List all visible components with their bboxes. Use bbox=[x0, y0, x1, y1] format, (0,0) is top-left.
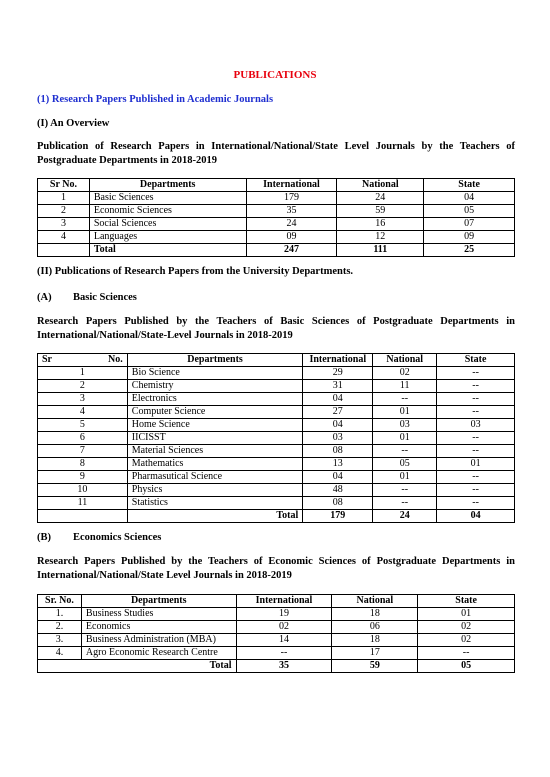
table-cell: 05 bbox=[424, 205, 515, 218]
table-cell: 7 bbox=[38, 445, 128, 458]
table-cell: 10 bbox=[38, 484, 128, 497]
column-header: National bbox=[337, 179, 424, 192]
column-header: National bbox=[373, 354, 437, 367]
table-cell: 11 bbox=[373, 380, 437, 393]
table-cell: 11 bbox=[38, 497, 128, 510]
column-header: No. bbox=[79, 354, 127, 367]
column-header: Departments bbox=[127, 354, 303, 367]
table-cell: 9 bbox=[38, 471, 128, 484]
table-cell: Total bbox=[38, 660, 237, 673]
economic-sciences-table bbox=[37, 594, 515, 673]
table-cell: -- bbox=[418, 647, 515, 660]
table-cell: 1. bbox=[38, 608, 82, 621]
table-total-row bbox=[38, 244, 515, 257]
table-cell: Chemistry bbox=[127, 380, 303, 393]
overview-description bbox=[37, 140, 515, 168]
economic-sciences-description-line2: International/National/State Level Journals in 2018-2019 bbox=[37, 570, 292, 581]
table-cell: Computer Science bbox=[127, 406, 303, 419]
table-cell: 01 bbox=[418, 608, 515, 621]
table-cell: 04 bbox=[424, 192, 515, 205]
section-a-title: Basic Sciences bbox=[73, 292, 137, 303]
table-cell: Electronics bbox=[127, 393, 303, 406]
table-row bbox=[38, 634, 515, 647]
table-header-row bbox=[38, 179, 515, 192]
table-cell bbox=[38, 244, 90, 257]
table-cell: -- bbox=[373, 445, 437, 458]
table-header-row bbox=[38, 354, 515, 367]
table-cell: 01 bbox=[373, 471, 437, 484]
table-cell: -- bbox=[437, 367, 515, 380]
table-cell: 08 bbox=[303, 445, 373, 458]
table-row bbox=[38, 647, 515, 660]
table-cell: 179 bbox=[246, 192, 337, 205]
table-cell: Economic Sciences bbox=[89, 205, 246, 218]
table-cell: 02 bbox=[373, 367, 437, 380]
table-row bbox=[38, 231, 515, 244]
page-title: PUBLICATIONS bbox=[233, 69, 317, 81]
table-row bbox=[38, 608, 515, 621]
table-cell: 24 bbox=[373, 510, 437, 523]
table-cell: -- bbox=[437, 432, 515, 445]
table-cell: Total bbox=[89, 244, 246, 257]
table-cell: 6 bbox=[38, 432, 128, 445]
table-cell: 4. bbox=[38, 647, 82, 660]
table-cell: 04 bbox=[303, 471, 373, 484]
table-cell: Business Studies bbox=[81, 608, 236, 621]
table-cell: 19 bbox=[236, 608, 332, 621]
table-row bbox=[38, 432, 515, 445]
table-cell: Material Sciences bbox=[127, 445, 303, 458]
overview-table bbox=[37, 178, 515, 257]
column-header: State bbox=[437, 354, 515, 367]
table-cell: 14 bbox=[236, 634, 332, 647]
table-cell: 3. bbox=[38, 634, 82, 647]
table-cell: -- bbox=[437, 484, 515, 497]
table-cell: 01 bbox=[373, 406, 437, 419]
table-row bbox=[38, 393, 515, 406]
overview-description-line1: Publication of Research Papers in International/National/State Level Journals by the Teachers of bbox=[37, 141, 515, 152]
table-cell: -- bbox=[437, 471, 515, 484]
table-cell: Basic Sciences bbox=[89, 192, 246, 205]
table-cell: Agro Economic Research Centre bbox=[81, 647, 236, 660]
table-cell: 247 bbox=[246, 244, 337, 257]
table-cell: 04 bbox=[303, 419, 373, 432]
table-cell: 1 bbox=[38, 192, 90, 205]
table-cell: Mathematics bbox=[127, 458, 303, 471]
basic-sciences-description bbox=[37, 315, 515, 343]
table-cell: 12 bbox=[337, 231, 424, 244]
economic-sciences-description-line1: Research Papers Published by the Teachers of Economic Sciences of Postgraduate Departments in bbox=[37, 556, 515, 567]
table-cell: 01 bbox=[373, 432, 437, 445]
table-cell: Total bbox=[127, 510, 303, 523]
table-cell: 04 bbox=[437, 510, 515, 523]
section-b-title: Economics Sciences bbox=[73, 532, 162, 543]
table-cell: -- bbox=[373, 497, 437, 510]
table-cell: 2 bbox=[38, 380, 128, 393]
overview-description-line2: Postgraduate Departments in 2018-2019 bbox=[37, 155, 217, 166]
table-cell: 8 bbox=[38, 458, 128, 471]
table-cell: 03 bbox=[303, 432, 373, 445]
table-cell: 3 bbox=[38, 393, 128, 406]
table-cell: 1 bbox=[38, 367, 128, 380]
table-cell bbox=[38, 510, 128, 523]
table-cell: 09 bbox=[424, 231, 515, 244]
table-row bbox=[38, 497, 515, 510]
table-cell: 04 bbox=[303, 393, 373, 406]
table-cell: -- bbox=[373, 393, 437, 406]
table-cell: -- bbox=[437, 406, 515, 419]
table-cell: 02 bbox=[236, 621, 332, 634]
table-cell: 01 bbox=[437, 458, 515, 471]
table-total-row bbox=[38, 510, 515, 523]
table-row bbox=[38, 192, 515, 205]
table-row bbox=[38, 484, 515, 497]
column-header: National bbox=[332, 595, 418, 608]
table-cell: 05 bbox=[373, 458, 437, 471]
table-cell: -- bbox=[437, 393, 515, 406]
table-cell: -- bbox=[236, 647, 332, 660]
table-cell: 03 bbox=[437, 419, 515, 432]
column-header: State bbox=[418, 595, 515, 608]
table-cell: 18 bbox=[332, 634, 418, 647]
table-header-row bbox=[38, 595, 515, 608]
table-cell: 48 bbox=[303, 484, 373, 497]
table-row bbox=[38, 367, 515, 380]
overview-heading: (I) An Overview bbox=[37, 118, 110, 129]
table-cell: Physics bbox=[127, 484, 303, 497]
table-cell: 13 bbox=[303, 458, 373, 471]
basic-sciences-description-line1: Research Papers Published by the Teachers of Basic Sciences of Postgraduate Departments in bbox=[37, 316, 515, 327]
table-row bbox=[38, 419, 515, 432]
table-cell: 02 bbox=[418, 634, 515, 647]
table-cell: 08 bbox=[303, 497, 373, 510]
column-header: International bbox=[246, 179, 337, 192]
table-cell: IICISST bbox=[127, 432, 303, 445]
table-row bbox=[38, 471, 515, 484]
column-header: Sr bbox=[38, 354, 80, 367]
table-cell: 06 bbox=[332, 621, 418, 634]
table-cell: 31 bbox=[303, 380, 373, 393]
table-cell: 24 bbox=[337, 192, 424, 205]
table-cell: 29 bbox=[303, 367, 373, 380]
table-cell: 02 bbox=[418, 621, 515, 634]
table-cell: 3 bbox=[38, 218, 90, 231]
table-cell: 07 bbox=[424, 218, 515, 231]
table-cell: 35 bbox=[246, 205, 337, 218]
table-row bbox=[38, 380, 515, 393]
column-header: International bbox=[236, 595, 332, 608]
column-header: State bbox=[424, 179, 515, 192]
table-cell: -- bbox=[437, 497, 515, 510]
table-row bbox=[38, 218, 515, 231]
table-row bbox=[38, 458, 515, 471]
table-cell: -- bbox=[437, 445, 515, 458]
table-cell: Statistics bbox=[127, 497, 303, 510]
table-cell: 59 bbox=[337, 205, 424, 218]
table-row bbox=[38, 406, 515, 419]
table-cell: 25 bbox=[424, 244, 515, 257]
table-cell: 27 bbox=[303, 406, 373, 419]
column-header: Departments bbox=[89, 179, 246, 192]
table-cell: -- bbox=[373, 484, 437, 497]
table-cell: Home Science bbox=[127, 419, 303, 432]
table-row bbox=[38, 205, 515, 218]
table-cell: 179 bbox=[303, 510, 373, 523]
table-cell: 2. bbox=[38, 621, 82, 634]
table-cell: 4 bbox=[38, 231, 90, 244]
table-cell: -- bbox=[437, 380, 515, 393]
table-cell: 17 bbox=[332, 647, 418, 660]
table-cell: Economics bbox=[81, 621, 236, 634]
table-cell: 05 bbox=[418, 660, 515, 673]
table-cell: Bio Science bbox=[127, 367, 303, 380]
section-heading-research-papers: (1) Research Papers Published in Academic Journals bbox=[37, 94, 274, 105]
table-cell: 18 bbox=[332, 608, 418, 621]
section-b-number: (B) bbox=[37, 532, 51, 543]
table-cell: 09 bbox=[246, 231, 337, 244]
table-cell: 5 bbox=[38, 419, 128, 432]
economic-sciences-description bbox=[37, 555, 515, 583]
table-row bbox=[38, 621, 515, 634]
table-cell: 59 bbox=[332, 660, 418, 673]
basic-sciences-table bbox=[37, 353, 515, 523]
section-a-number: (A) bbox=[37, 292, 52, 303]
column-header: Departments bbox=[81, 595, 236, 608]
column-header: International bbox=[303, 354, 373, 367]
table-cell: Pharmasutical Science bbox=[127, 471, 303, 484]
table-cell: 24 bbox=[246, 218, 337, 231]
table-cell: 4 bbox=[38, 406, 128, 419]
table-cell: 111 bbox=[337, 244, 424, 257]
university-departments-heading: (II) Publications of Research Papers from the University Departments. bbox=[37, 266, 354, 277]
table-cell: 03 bbox=[373, 419, 437, 432]
table-row bbox=[38, 445, 515, 458]
table-total-row bbox=[38, 660, 515, 673]
table-cell: Social Sciences bbox=[89, 218, 246, 231]
table-cell: 16 bbox=[337, 218, 424, 231]
table-cell: Languages bbox=[89, 231, 246, 244]
table-cell: 35 bbox=[236, 660, 332, 673]
column-header: Sr. No. bbox=[38, 595, 82, 608]
basic-sciences-description-line2: International/National/State-Level Journals in 2018-2019 bbox=[37, 330, 293, 341]
table-cell: 2 bbox=[38, 205, 90, 218]
table-cell: Business Administration (MBA) bbox=[81, 634, 236, 647]
column-header: Sr No. bbox=[38, 179, 90, 192]
